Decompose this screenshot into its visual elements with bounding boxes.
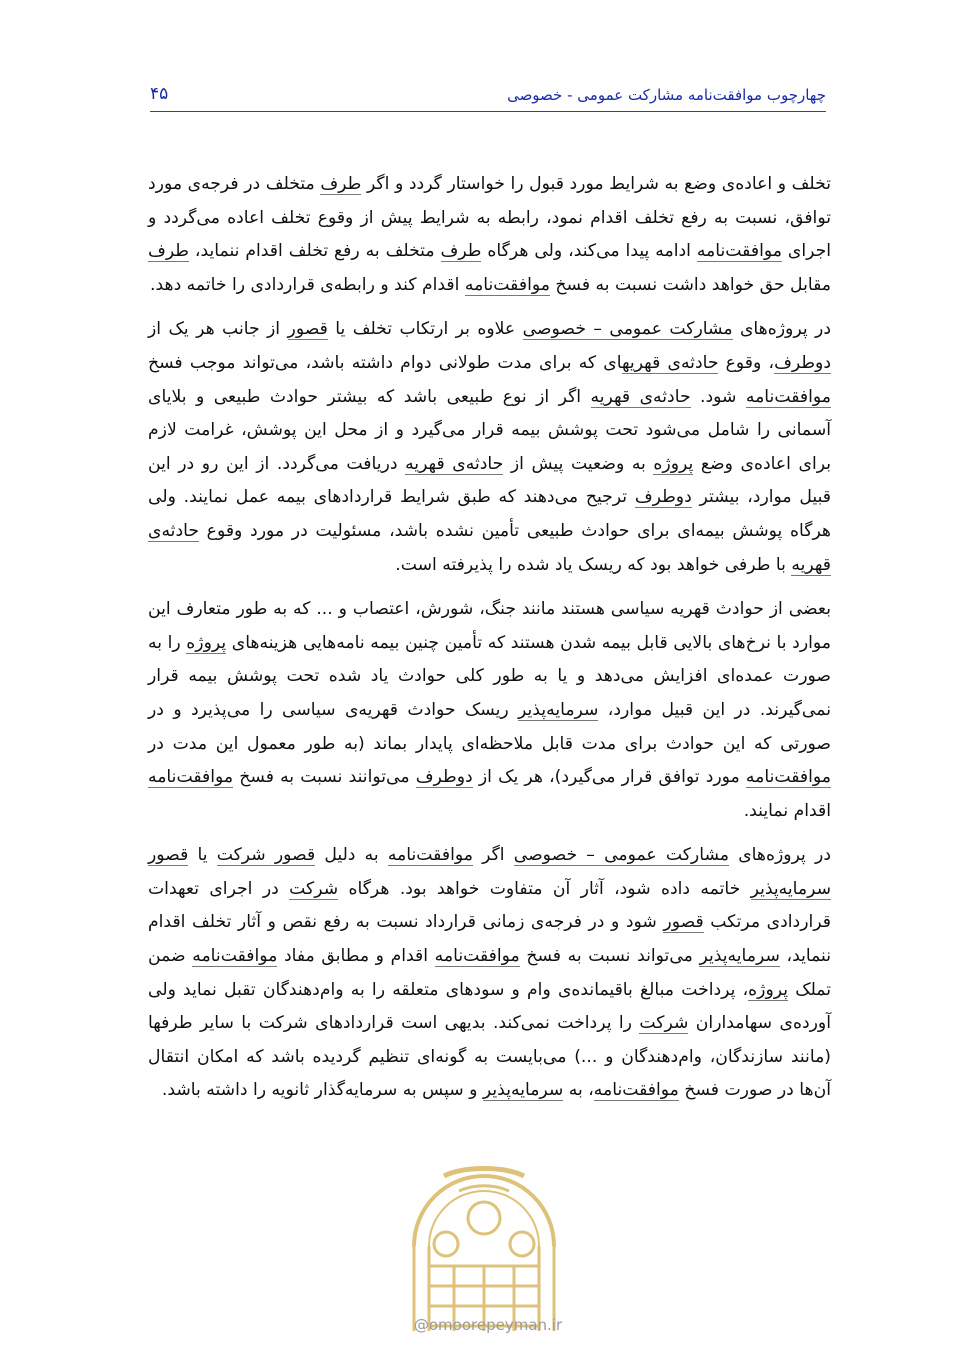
paragraph-text: با طرفی خواهد بود که ریسک یاد شده را پذیرفته است. [395,554,792,575]
paragraph-text: اقدام کند و رابطه‌ی قراردادی را خاتمه دهد. [150,274,465,295]
paragraph-text: مقابل حق خواهد داشت نسبت به فسخ [549,274,831,295]
glossary-term: قصور [663,912,704,933]
paragraph-text: به وضعیت پیش از [503,453,654,474]
paragraph-text: را به صورت عمده‌ای افزایش می‌دهد و یا به طور کلی حوادث یاد شده تحت پوشش بیمه قرار نمی‌گیرند. در این قبیل موارد، [148,632,831,720]
glossary-term: قصور سرمایه‌پذیر [148,845,831,899]
paragraph-text: ضمن تملک [148,946,831,1000]
glossary-term: طرف [320,174,362,194]
paragraph-text: ریسک حوادث قهریه‌ی سیاسی را می‌پذیرد و در صورتی که این حوادث برای مدت قابل ملاحظه‌ای پایدار بماند (به طور معمول این مدت در [148,699,831,754]
paragraph-text: شود و در فرجه‌ی زمانی قرارداد نسبت به رفع نقص و آثار تخلف اقدام ننماید، [148,912,832,967]
glossary-term: موافقت‌نامه [192,946,278,967]
glossary-term: موافقت‌نامه [434,946,520,967]
paragraph-text: ، وقوع [718,352,775,373]
glossary-term: موافقت‌نامه [464,274,550,295]
glossary-term: پروژه [653,453,694,474]
header-rule [150,111,826,112]
paragraph-text: به دلیل [315,845,388,866]
glossary-term: موافقت‌نامه [696,241,782,262]
glossary-term: حادثه‌ی قهریه [621,352,719,373]
glossary-term: طرف [148,241,189,262]
paragraph-text: را پرداخت نمی‌کند. بدیهی است قراردادهای شرکت با سایر طرفها (مانند سازندگان، وام‌دهندگان و ...) می‌بایست به گونه‌ای تنظیم گردیده باشد که امکان انتقال آن‌ها در صورت فسخ [148,1013,831,1101]
paragraph-text: ترجیح می‌دهند که طبق شرایط قراردادهای بیمه عمل نمایند. ولی هرگاه پوشش بیمه‌ای برای حوادث طبیعی تأمین نشده باشد، مسئولیت در مورد وقوع [148,487,831,541]
body-text [148,168,831,1119]
glossary-term: موافقت‌نامه [745,767,831,788]
paragraph-text: ادامه پیدا می‌کند، ولی هرگاه [481,241,697,262]
paragraph-text: تخلف و اعاده‌ی وضع به شرایط مورد قبول را خواستار گردد و اگر [361,174,831,194]
glossary-term: موافقت‌نامه [148,767,234,788]
paragraph [148,593,831,828]
paragraph-text: اقدام و مطابق مفاد [277,946,435,967]
glossary-term: مشارکت عمومی – خصوصی [522,319,733,340]
paragraph-text: در پروژه‌های [729,845,831,866]
glossary-term: پروژه [748,979,789,1000]
page-number: ۴۵ [150,84,169,104]
glossary-term: سرمایه‌پذیر [482,1080,564,1101]
paragraph-text: متخلف در فرجه‌ی مورد توافق، نسبت به رفع تخلف اقدام نمود، رابطه به شرایط پیش از وقوع تخلف اعاده می‌گردد و اجرای [148,174,831,262]
glossary-term: موافقت‌نامه [593,1080,679,1101]
paragraph-text: اقدام نمایند. [743,800,831,821]
omoore-peyman-seal-icon [384,1136,584,1336]
website-url: omoorepeyman.ir [428,1316,563,1334]
glossary-term: دوطرف [415,767,473,788]
header-title: چهارچوب موافقت‌نامه مشارکت عمومی - خصوصی [507,86,826,104]
glossary-term: حادثه‌ی قهریه [590,386,691,407]
paragraph-text: بعضی از حوادث قهریه سیاسی هستند مانند جنگ، شورش، اعتصاب و ... که به طور متعارف این موارد با نرخ‌های بالایی قابل بیمه شدن هستند که تأمین چنین بیمه نامه‌هایی هزینه‌های [148,599,831,653]
glossary-term: طرف [440,241,482,262]
running-header [150,82,826,112]
paragraph-text: علاوه بر ارتکاب تخلف یا [327,319,523,340]
glossary-term: دوطرف [774,352,832,373]
paragraph-text: شود. [690,386,746,407]
paragraph-text: می‌تواند نسبت به فسخ [519,946,700,967]
glossary-term: مشارکت عمومی – خصوصی [513,845,730,866]
paragraph-text: دریافت می‌گردد. از این رو در این قبیل موارد، بیشتر [148,453,831,508]
paragraph [148,313,831,582]
website-footer [0,1316,976,1334]
glossary-term: شرکت [639,1013,689,1034]
paragraph-text: ، به [563,1080,594,1101]
paragraph [148,168,831,302]
glossary-term: شرکت [289,878,339,899]
paragraph [148,839,831,1108]
glossary-term: موافقت‌نامه [387,845,473,866]
paragraph-text: ای که برای مدت طولانی دوام داشته باشد، می‌تواند موجب فسخ [148,352,622,373]
paragraph-text: و سپس به سرمایه‌گذار ثانویه را داشته باشد. [161,1080,483,1101]
glossary-term: قصور [287,319,328,340]
paragraph-text: مورد توافق قرار می‌گیرد)، هر یک از [472,767,746,788]
paragraph-text: در اجرای تعهدات قراردادی مرتکب [148,878,831,933]
glossary-term: سرمایه‌پذیر [699,946,780,967]
paragraph-text: خاتمه داده شود، آثار آن متفاوت خواهد بود. هرگاه [338,878,751,899]
glossary-term: موافقت‌نامه [745,386,831,407]
paragraph-text: یا [188,845,217,866]
paragraph-text: در پروژه‌های [732,319,831,340]
paragraph-text: ، پرداخت مبالغ باقیمانده‌ی وام و سودهای متعلقه را به وام‌دهندگان تقبل نماید ولی آورده‌ی سهامداران [148,979,831,1034]
glossary-term: پروژه [186,632,227,653]
glossary-term: سرمایه‌پذیر [518,699,599,720]
glossary-term: حادثه‌ی قهریه [148,520,831,575]
paragraph-text: متخلف به رفع تخلف اقدام ننماید، [188,241,441,262]
at-sign-icon: @ [413,1316,429,1334]
glossary-term: حادثه‌ی قهریه [405,453,504,474]
paragraph-text: اگر [472,845,514,866]
glossary-term: دوطرف [634,487,692,508]
paragraph-text: اگر از نوع طبیعی باشد که بیشتر حوادث طبیعی و بلایای آسمانی را شامل می‌شود تحت پوشش بیمه قرار می‌گیرد و از محل این پوشش، غرامت لازم برای اعاده‌ی وضع [148,386,831,474]
glossary-term: قصور شرکت [216,845,316,866]
paragraph-text: می‌توانند نسبت به فسخ [233,767,416,788]
paragraph-text: از جانب هر یک از [148,319,288,340]
